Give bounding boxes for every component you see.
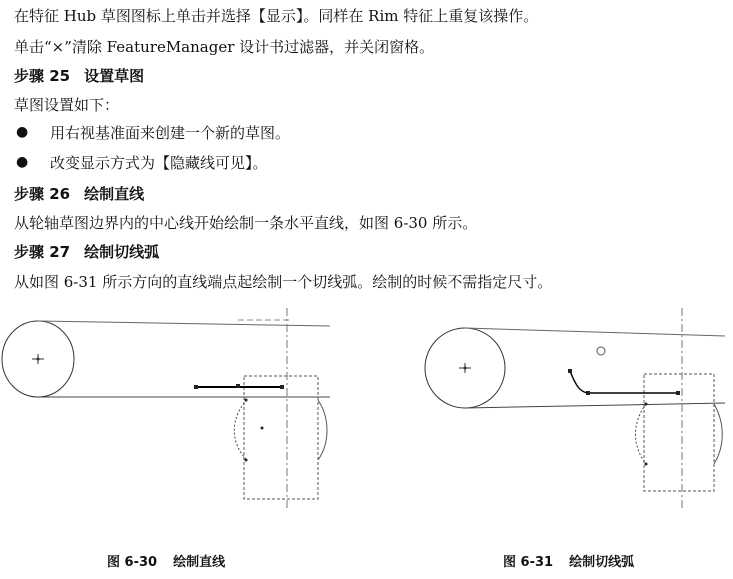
- sketch-origin-icon: [597, 347, 605, 355]
- step-27-title: 绘制切线弧: [84, 243, 160, 261]
- top-tangent-line: [38, 321, 330, 326]
- figure-6-30-drawing: [0, 308, 340, 518]
- step-25-number: 步骤 25: [14, 67, 71, 85]
- step-26-title: 绘制直线: [84, 185, 145, 203]
- step-26-number: 步骤 26: [14, 185, 71, 203]
- rim-right-arc: [714, 404, 722, 464]
- step-27-heading: [14, 242, 159, 262]
- figure-6-30-number: 图 6-30: [107, 555, 158, 570]
- bullet-icon: ●: [16, 154, 29, 170]
- figure-6-31-caption: [503, 551, 634, 570]
- figure-6-31-number: 图 6-31: [503, 555, 554, 570]
- bullet-item-hidden-lines: 改变显示方式为【隐藏线可见】。: [50, 154, 268, 172]
- top-tangent-line: [465, 328, 725, 336]
- figure-6-30-title: 绘制直线: [173, 555, 226, 570]
- figure-6-30-caption: [107, 551, 225, 570]
- step-27-text: 从如图 6-31 所示方向的直线端点起绘制一个切线弧。绘制的时候不需指定尺寸。: [14, 273, 553, 291]
- rim-rectangle: [244, 376, 318, 499]
- rim-right-arc: [318, 400, 327, 460]
- step-25-title: 设置草图: [84, 67, 145, 85]
- paragraph-show-hub: 在特征 Hub 草图图标上单击并选择【显示】。同样在 Rim 特征上重复该操作。: [14, 7, 539, 25]
- rim-left-arc: [234, 400, 247, 460]
- bullet-icon: ●: [16, 124, 29, 140]
- bottom-tangent-line: [465, 403, 725, 408]
- settings-intro: 草图设置如下：: [14, 96, 120, 114]
- figure-6-31-title: 绘制切线弧: [569, 555, 635, 570]
- step-25-heading: [14, 66, 144, 86]
- tangent-arc: [570, 371, 588, 393]
- paragraph-clear-filter: 单击“×”清除 FeatureManager 设计书过滤器，并关闭窗格。: [14, 38, 435, 56]
- step-27-number: 步骤 27: [14, 243, 71, 261]
- bullet-item-right-plane: 用右视基准面来创建一个新的草图。: [50, 124, 291, 142]
- figure-6-31-drawing: [420, 308, 730, 518]
- step-26-heading: [14, 184, 144, 204]
- step-26-text: 从轮轴草图边界内的中心线开始绘制一条水平直线，如图 6-30 所示。: [14, 214, 478, 232]
